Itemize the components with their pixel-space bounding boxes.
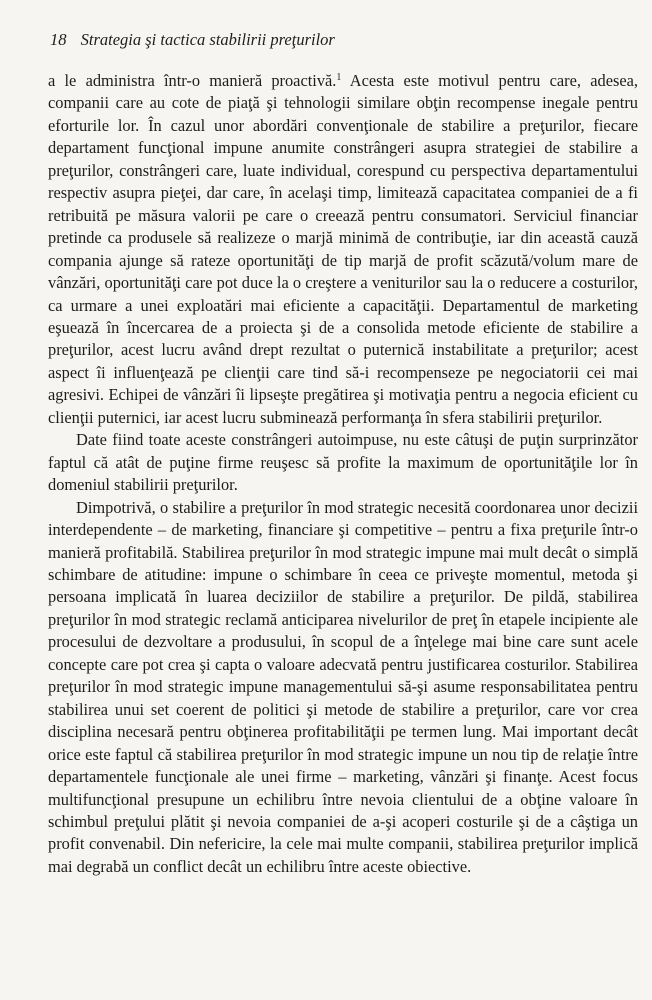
- paragraph-2: Date fiind toate aceste constrângeri autoimpuse, nu este câtuşi de puţin surprinzător faptul că atât de puţine firme reuşesc să profite la maximum de oportunităţile lor în domeniul stabilirii preţurilor.: [48, 430, 638, 495]
- paragraph-3: Dimpotrivă, o stabilire a preţurilor în mod strategic necesită coordonarea unor decizii interdependente – de marketing, financiare şi competitive – pentru a fixa preţurile într-o manieră profitabilă. Stabilirea preţurilor în mod strategic impune mai mult decât o simplă schimbare de atitudine: impune o schimbare în ceea ce priveşte momentul, metoda şi persoana implicată în luarea deciziilor de stabilire a preţurilor. De pildă, stabilirea preţurilor în mod strategic reclamă anticiparea nivelurilor de preţ în etapele incipiente ale procesului de dezvoltare a produsului, în scopul de a înţelege mai bine care sunt acele concepte care pot crea şi capta o valoare adecvată pentru justificarea costurilor. Stabilirea preţurilor în mod strategic impune managementului să-şi asume responsabilitatea pentru stabilirea unui set coerent de politici şi metode de stabilire a preţurilor, care vor crea disciplina necesară pentru obţinerea profitabilităţii pe termen lung. Mai important decât orice este faptul că stabilirea preţurilor în mod strategic impune un nou tip de relaţie între departamentele funcţionale ale unei firme – marketing, vânzări şi finanţe. Acest focus multifuncţional presupune un echilibru între nevoia clientului de a obţine valoare în schimbul preţului plătit şi nevoia companiei de a-şi acoperi costurile şi de a câştiga un profit convenabil. Din nefericire, la cele mai multe companii, stabilirea preţurilor implică mai degrabă un conflict decât un echilibru între aceste obiective.: [48, 497, 638, 876]
- paragraph-1: [48, 70, 638, 429]
- running-header: [50, 30, 335, 50]
- footnote-reference: 1: [336, 72, 342, 83]
- running-title: Strategia şi tactica stabilirii preţurilor: [80, 30, 335, 49]
- paragraph-1-start: a le administra într-o manieră proactivă.: [48, 71, 337, 90]
- paragraph-1-rest: Acesta este motivul pentru care, adesea, companii care au cote de piaţă şi tehnologii similare obţin recompense inegale pentru eforturile lor. În cazul unor abordări convenţionale de stabilire a preţurilor, fiecare departament funcţional impune anumite constrângeri asupra strategiei de stabilire a preţurilor, constrângeri care, luate individual, corespund cu perspectiva departamentului respectiv asupra pieţei, dar care, în acelaşi timp, limitează capacitatea companiei de a fi retribuită pe măsura valorii pe care o creează pentru consumatori. Serviciul financiar pretinde ca produsele să realizeze o marjă minimă de contribuţie, iar din această cauză compania ajunge să rateze oportunităţi de tip marjă de profit scăzută/volum mare de vânzări, oportunităţi care pot duce la o creştere a veniturilor sau la o reducere a costurilor, ca urmare a unei exploatări mai eficiente a capacităţii. Departamentul de marketing eşuează în încercarea de a proiecta şi de a consolida metode eficiente de stabilire a preţurilor, acest lucru având drept rezultat o puternică instabilitate a preţurilor; acest aspect îi influenţează pe clienţii care tind să-i recompenseze pe negociatorii cei mai agresivi. Echipei de vânzări îi lipseşte pregătirea şi motivaţia pentru a negocia eficient cu clienţii puternici, iar acest lucru subminează performanţa în sfera stabilirii preţurilor.: [48, 71, 638, 427]
- body-text: [48, 70, 638, 878]
- page-number: 18: [50, 30, 67, 49]
